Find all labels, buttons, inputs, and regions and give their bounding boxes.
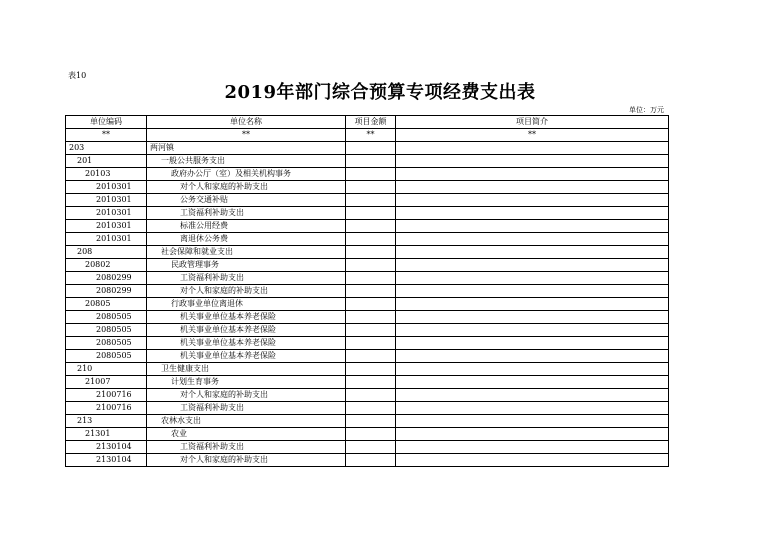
table-row [66,194,669,207]
amount-cell [346,415,396,428]
intro-cell [396,363,669,376]
unit-name-cell: 对个人和家庭的补助支出 [147,181,346,194]
intro-cell [396,194,669,207]
marker-cell: ** [396,129,669,142]
amount-cell [346,376,396,389]
unit-name-cell: 农业 [147,428,346,441]
table-row [66,155,669,168]
unit-code-cell: 2010301 [66,220,147,233]
intro-cell [396,246,669,259]
unit-name-cell: 对个人和家庭的补助支出 [147,454,346,467]
marker-cell: ** [346,129,396,142]
unit-name-cell: 一般公共服务支出 [147,155,346,168]
unit-name-cell: 政府办公厅（室）及相关机构事务 [147,168,346,181]
unit-name-cell: 工资福利补助支出 [147,207,346,220]
intro-cell [396,389,669,402]
table-row [66,376,669,389]
amount-cell [346,259,396,272]
amount-cell [346,233,396,246]
intro-cell [396,181,669,194]
unit-name-cell: 机关事业单位基本养老保险 [147,350,346,363]
unit-code-cell: 201 [66,155,147,168]
unit-code-cell: 210 [66,363,147,376]
unit-name-cell: 公务交通补贴 [147,194,346,207]
amount-cell [346,220,396,233]
intro-cell [396,155,669,168]
unit-code-cell: 2010301 [66,233,147,246]
table-row [66,168,669,181]
amount-cell [346,324,396,337]
unit-code-cell: 203 [66,142,147,155]
table-row [66,350,669,363]
amount-cell [346,298,396,311]
unit-name-cell: 民政管理事务 [147,259,346,272]
unit-name-cell: 对个人和家庭的补助支出 [147,389,346,402]
table-row [66,272,669,285]
unit-name-cell: 行政事业单位离退休 [147,298,346,311]
unit-name-cell: 两河镇 [147,142,346,155]
amount-cell [346,337,396,350]
unit-name-cell: 计划生育事务 [147,376,346,389]
intro-cell [396,285,669,298]
unit-name-cell: 对个人和家庭的补助支出 [147,285,346,298]
intro-cell [396,324,669,337]
unit-name-cell: 社会保障和就业支出 [147,246,346,259]
table-row [66,207,669,220]
intro-cell [396,311,669,324]
amount-cell [346,168,396,181]
intro-cell [396,298,669,311]
header-unit-name: 单位名称 [147,116,346,129]
amount-cell [346,428,396,441]
unit-code-cell: 20805 [66,298,147,311]
table-row [66,298,669,311]
unit-name-cell: 农林水支出 [147,415,346,428]
table-number: 表10 [68,71,87,80]
unit-code-cell: 21007 [66,376,147,389]
expenditure-table [65,115,669,467]
intro-cell [396,350,669,363]
intro-cell [396,337,669,350]
unit-code-cell: 213 [66,415,147,428]
unit-code-cell: 20802 [66,259,147,272]
intro-cell [396,441,669,454]
intro-cell [396,376,669,389]
unit-name-cell: 机关事业单位基本养老保险 [147,337,346,350]
unit-code-cell: 2080299 [66,272,147,285]
amount-cell [346,285,396,298]
unit-code-cell: 2010301 [66,194,147,207]
table-row [66,402,669,415]
unit-name-cell: 机关事业单位基本养老保险 [147,311,346,324]
table-row [66,220,669,233]
table-body [66,116,669,467]
table-row [66,285,669,298]
intro-cell [396,454,669,467]
table-row [66,181,669,194]
marker-cell: ** [66,129,147,142]
amount-cell [346,207,396,220]
table-row [66,454,669,467]
amount-cell [346,142,396,155]
marker-cell: ** [147,129,346,142]
table-row [66,311,669,324]
table-row [66,259,669,272]
unit-name-cell: 卫生健康支出 [147,363,346,376]
unit-code-cell: 2010301 [66,207,147,220]
unit-code-cell: 21301 [66,428,147,441]
unit-code-cell: 2080299 [66,285,147,298]
table-row [66,246,669,259]
amount-cell [346,350,396,363]
table-row [66,142,669,155]
amount-cell [346,363,396,376]
intro-cell [396,415,669,428]
header-intro: 项目简介 [396,116,669,129]
table-row [66,415,669,428]
unit-code-cell: 2080505 [66,337,147,350]
table-row [66,428,669,441]
unit-name-cell: 机关事业单位基本养老保险 [147,324,346,337]
amount-cell [346,194,396,207]
intro-cell [396,233,669,246]
unit-name-cell: 标准公用经费 [147,220,346,233]
amount-cell [346,441,396,454]
header-amount: 项目金额 [346,116,396,129]
unit-code-cell: 2080505 [66,324,147,337]
unit-label: 单位：万元 [629,106,664,114]
amount-cell [346,402,396,415]
amount-cell [346,181,396,194]
unit-code-cell: 2080505 [66,350,147,363]
table-row [66,233,669,246]
marker-row [66,129,669,142]
amount-cell [346,454,396,467]
table-row [66,441,669,454]
table-row [66,389,669,402]
unit-name-cell: 工资福利补助支出 [147,441,346,454]
header-unit-code: 单位编码 [66,116,147,129]
amount-cell [346,246,396,259]
intro-cell [396,168,669,181]
unit-code-cell: 20103 [66,168,147,181]
intro-cell [396,259,669,272]
unit-code-cell: 2100716 [66,389,147,402]
unit-code-cell: 208 [66,246,147,259]
header-row [66,116,669,129]
unit-name-cell: 离退休公务费 [147,233,346,246]
intro-cell [396,402,669,415]
unit-code-cell: 2010301 [66,181,147,194]
intro-cell [396,142,669,155]
intro-cell [396,272,669,285]
table-row [66,324,669,337]
amount-cell [346,155,396,168]
intro-cell [396,428,669,441]
amount-cell [346,311,396,324]
intro-cell [396,220,669,233]
unit-code-cell: 2130104 [66,454,147,467]
unit-code-cell: 2080505 [66,311,147,324]
amount-cell [346,389,396,402]
table-row [66,363,669,376]
amount-cell [346,272,396,285]
page-title: 2019年部门综合预算专项经费支出表 [224,82,536,103]
unit-name-cell: 工资福利补助支出 [147,402,346,415]
unit-code-cell: 2100716 [66,402,147,415]
table-row [66,337,669,350]
unit-code-cell: 2130104 [66,441,147,454]
unit-name-cell: 工资福利补助支出 [147,272,346,285]
intro-cell [396,207,669,220]
